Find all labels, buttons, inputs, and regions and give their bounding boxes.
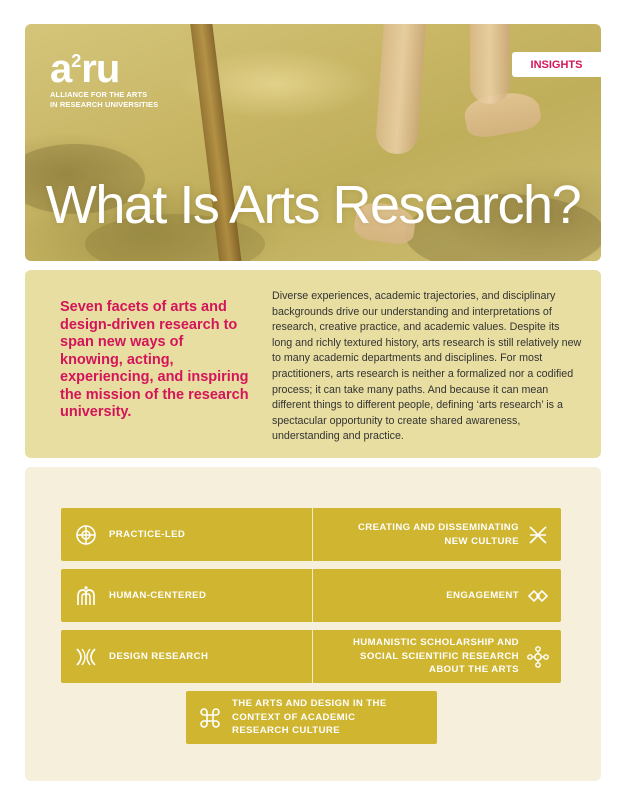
a2ru-logo[interactable] <box>50 47 159 110</box>
hero-leg <box>470 24 510 104</box>
facet-humanistic-scholarship[interactable] <box>312 630 562 683</box>
logo-mark <box>50 47 158 91</box>
facet-label-line: ABOUT THE ARTS <box>429 664 519 676</box>
facet-academic-research-culture[interactable] <box>186 691 437 744</box>
intro-section <box>25 270 601 458</box>
logo-mark-rest: ru <box>81 47 120 91</box>
facet-label <box>353 636 519 677</box>
facet-practice-led[interactable] <box>61 508 312 561</box>
logo-subtitle-line: ALLIANCE FOR THE ARTS <box>50 90 148 99</box>
logo-mark-a: a <box>50 47 72 91</box>
curved-x-icon <box>527 524 549 546</box>
facet-human-centered[interactable] <box>61 569 312 622</box>
facet-label: DESIGN RESEARCH <box>109 650 209 662</box>
hero-banner <box>25 24 601 261</box>
command-key-icon <box>198 706 222 730</box>
insights-tag[interactable]: INSIGHTS <box>512 52 601 77</box>
facets-section <box>25 467 601 781</box>
facet-label-line: CREATING AND DISSEMINATING <box>357 522 519 533</box>
page-title: What Is Arts Research? <box>45 175 581 235</box>
facet-label-line: SOCIAL SCIENTIFIC RESEARCH <box>360 650 519 662</box>
facet-row <box>61 569 561 622</box>
logo-subtitle <box>50 90 158 110</box>
cross-circles-icon <box>527 646 549 668</box>
facet-label <box>232 697 412 738</box>
facet-row <box>61 508 561 561</box>
logo-mark-sup: 2 <box>71 51 81 71</box>
double-curve-icon <box>75 646 97 668</box>
facet-design-research[interactable] <box>61 630 312 683</box>
facet-label-line: HUMANISTIC SCHOLARSHIP AND <box>352 637 519 649</box>
facet-label-line: NEW CULTURE <box>444 535 519 547</box>
facet-label-line: THE ARTS AND DESIGN IN THE <box>232 698 387 710</box>
facet-label: ENGAGEMENT <box>446 589 519 601</box>
facet-label-line: RESEARCH CULTURE <box>232 725 341 737</box>
facet-label: HUMAN-CENTERED <box>109 589 207 601</box>
hero-leg <box>375 24 427 155</box>
facet-label-line: CONTEXT OF ACADEMIC <box>232 711 356 723</box>
facet-label <box>358 521 519 548</box>
intro-body: Diverse experiences, academic trajectories, and disciplinary backgrounds drive our understanding and interpretations of research, creative practice, and academic values. Despite its long and richly textured history, arts research is still relatively new to many academic departments and disciplines. For most practitioners, arts research is neither a formalized nor a codified process; it can take many paths. And because it can mean different things to different people, defining ‘arts research’ is a spectacular opportunity to create shared awareness, understanding and practice. <box>272 290 582 443</box>
facet-engagement[interactable] <box>312 569 562 622</box>
interlocked-diamonds-icon <box>527 585 549 607</box>
facet-label: PRACTICE-LED <box>109 528 186 540</box>
human-arches-icon <box>75 585 97 607</box>
facet-row <box>61 630 561 683</box>
target-icon <box>75 524 97 546</box>
logo-subtitle-line: IN RESEARCH UNIVERSITIES <box>50 100 159 109</box>
facet-creating-new-culture[interactable] <box>312 508 562 561</box>
tagline: Seven facets of arts and design-driven research to span new ways of knowing, acting, experiencing, and inspiring the mission of the research university. <box>60 299 249 420</box>
